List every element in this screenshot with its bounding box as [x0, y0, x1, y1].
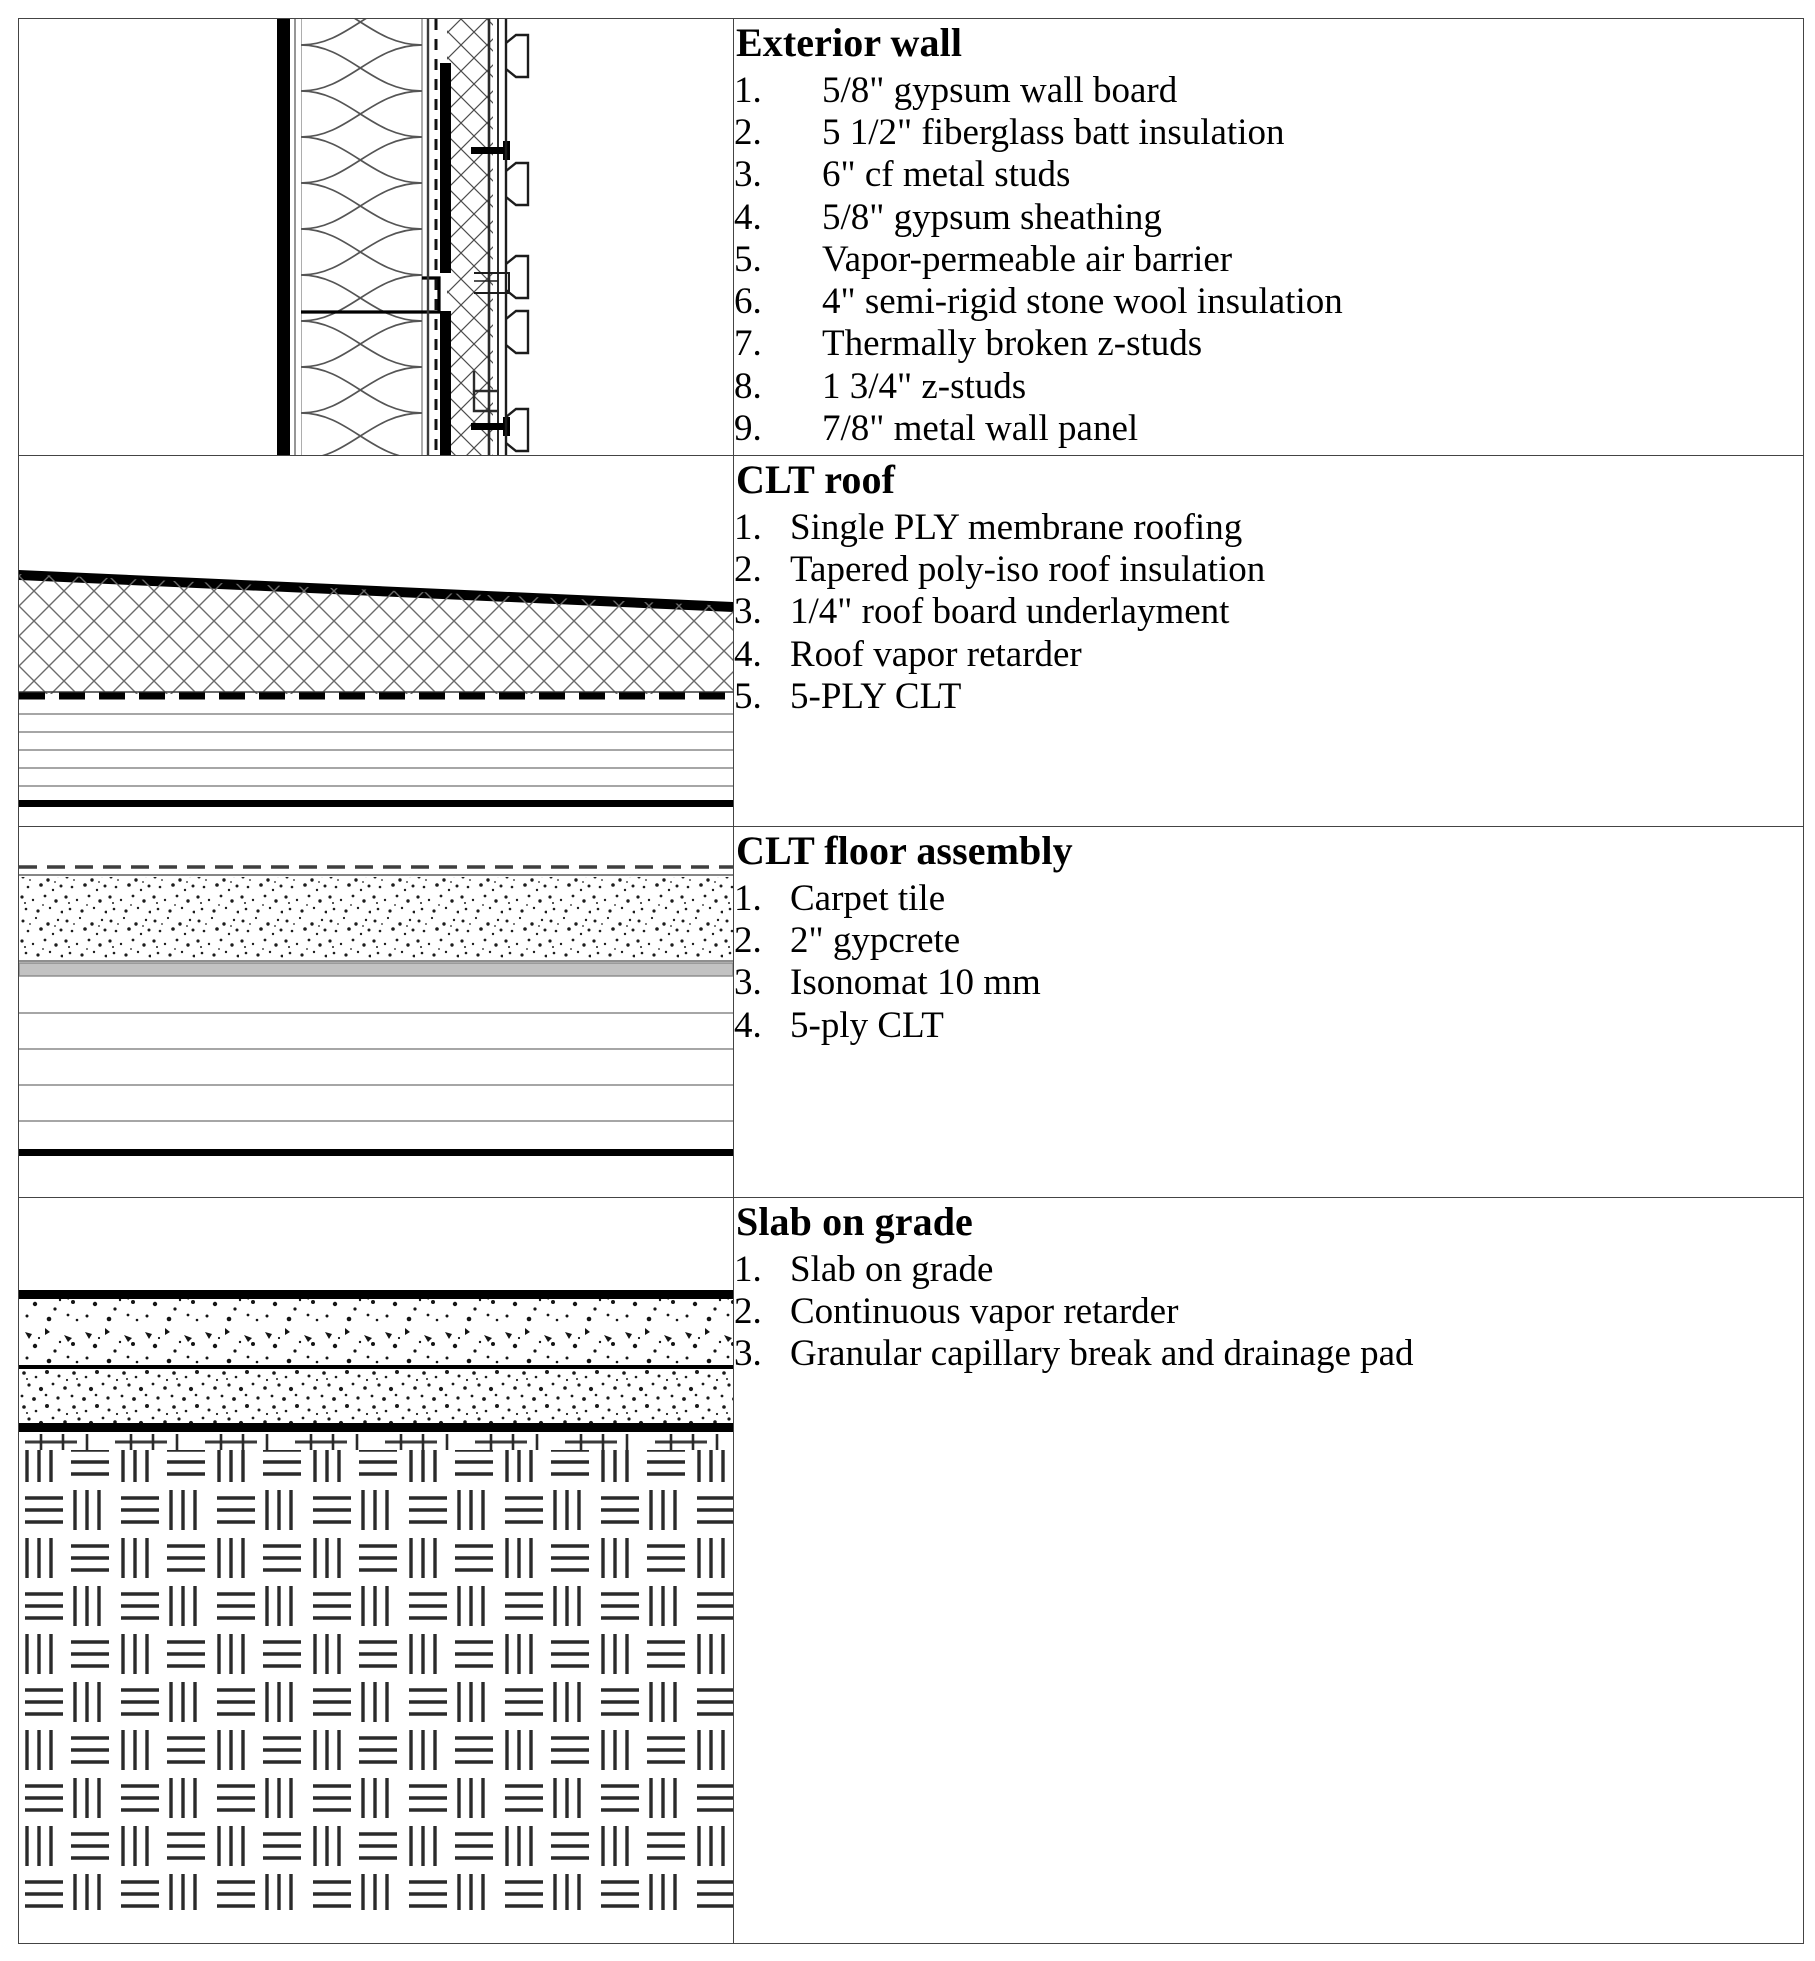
list-item: [734, 1291, 1803, 1332]
list-item: [734, 112, 1803, 153]
item-number: 2.: [734, 549, 762, 591]
list-item: [734, 281, 1803, 322]
list-item: [734, 1249, 1803, 1290]
table-row: [19, 1198, 1804, 1944]
assembly-title: Exterior wall: [736, 20, 963, 65]
layer-tapered-poly-iso-roof-insulation: [19, 566, 733, 698]
layer-clt-underside: [19, 800, 733, 807]
layer-clt-underside: [19, 1149, 733, 1156]
item-text: Roof vapor retarder: [790, 633, 1082, 675]
item-number: 9.: [734, 407, 762, 449]
exterior-wall-text-cell: [734, 19, 1804, 456]
item-text: 1 3/4" z-studs: [822, 365, 1027, 407]
slab-on-grade-section-drawing: [19, 1198, 733, 1943]
table-row: [19, 827, 1804, 1198]
list-item: [734, 962, 1803, 1003]
item-text: 6" cf metal studs: [822, 154, 1071, 196]
item-number: 2.: [734, 1291, 762, 1333]
layer-gypsum-wall-board: [277, 19, 295, 455]
slab-on-grade-drawing-cell: [19, 1198, 734, 1944]
clt-floor-drawing-cell: [19, 827, 734, 1198]
item-number: 4.: [734, 1004, 762, 1046]
table-row: [19, 456, 1804, 827]
list-item: [734, 366, 1803, 407]
item-number: 2.: [734, 920, 762, 962]
item-number: 1.: [734, 69, 762, 111]
item-text: Isonomat 10 mm: [790, 962, 1041, 1004]
assembly-item-list: [734, 1249, 1803, 1375]
layer-thermally-broken-z-studs: [440, 63, 451, 455]
list-item: [734, 1005, 1803, 1046]
clt-floor-text-cell: [734, 827, 1804, 1198]
item-number: 7.: [734, 323, 762, 365]
list-item: [734, 197, 1803, 238]
assembly-title: CLT roof: [736, 457, 896, 502]
item-number: 1.: [734, 1248, 762, 1290]
assembly-table: [18, 18, 1804, 1944]
layer-five-ply-clt: [19, 714, 733, 786]
clt-floor-section-drawing: [19, 827, 733, 1197]
item-text: Granular capillary break and drainage pad: [790, 1333, 1414, 1375]
layer-isonomat: [19, 963, 733, 976]
list-item: [734, 70, 1803, 111]
item-number: 3.: [734, 1333, 762, 1375]
assembly-title: Slab on grade: [736, 1199, 973, 1244]
layer-carpet-tile: [19, 867, 733, 875]
item-text: 7/8" metal wall panel: [822, 407, 1139, 449]
slab-on-grade-text-cell: [734, 1198, 1804, 1944]
list-item: [734, 239, 1803, 280]
item-text: Tapered poly-iso roof insulation: [790, 549, 1266, 591]
item-text: Continuous vapor retarder: [790, 1291, 1179, 1333]
list-item: [734, 154, 1803, 195]
table-row: [19, 19, 1804, 456]
item-text: 5/8" gypsum wall board: [822, 69, 1178, 111]
exterior-wall-drawing-cell: [19, 19, 734, 456]
item-number: 3.: [734, 962, 762, 1004]
item-text: Single PLY membrane roofing: [790, 506, 1243, 548]
item-text: 1/4" roof board underlayment: [790, 591, 1230, 633]
item-text: Vapor-permeable air barrier: [822, 238, 1233, 280]
list-item: [734, 507, 1803, 548]
item-number: 1.: [734, 877, 762, 919]
layer-concrete-slab: [19, 1299, 733, 1365]
item-number: 6.: [734, 281, 762, 323]
item-number: 5.: [734, 675, 762, 717]
clt-roof-text-cell: [734, 456, 1804, 827]
assembly-item-list: [734, 878, 1803, 1046]
clt-roof-drawing-cell: [19, 456, 734, 827]
layer-fiberglass-batt-insulation: [301, 19, 422, 455]
assembly-item-list: [734, 70, 1803, 449]
item-number: 2.: [734, 112, 762, 154]
list-item: [734, 549, 1803, 590]
list-item: [734, 920, 1803, 961]
list-item: [734, 408, 1803, 449]
item-text: 5 1/2" fiberglass batt insulation: [822, 112, 1285, 154]
list-item: [734, 323, 1803, 364]
list-item: [734, 676, 1803, 717]
layer-five-ply-clt: [19, 1013, 733, 1121]
item-number: 4.: [734, 633, 762, 675]
layer-granular-capillary-break: [19, 1369, 733, 1423]
item-text: Thermally broken z-studs: [822, 323, 1203, 365]
item-number: 3.: [734, 591, 762, 633]
list-item: [734, 878, 1803, 919]
layer-granular-base-line: [19, 1423, 733, 1432]
layer-slab-top-face: [19, 1290, 733, 1299]
assembly-item-list: [734, 507, 1803, 717]
item-number: 8.: [734, 365, 762, 407]
layer-continuous-vapor-retarder: [19, 1365, 733, 1369]
item-number: 1.: [734, 506, 762, 548]
layer-compacted-earth: [19, 1434, 733, 1910]
item-text: 2" gypcrete: [790, 920, 961, 962]
assembly-title: CLT floor assembly: [736, 828, 1073, 873]
list-item: [734, 591, 1803, 632]
item-number: 4.: [734, 196, 762, 238]
item-text: 5-ply CLT: [790, 1004, 944, 1046]
layer-semi-rigid-stone-wool-insulation: [447, 19, 493, 455]
list-item: [734, 1333, 1803, 1374]
item-text: Slab on grade: [790, 1248, 994, 1290]
item-text: 5-PLY CLT: [790, 675, 962, 717]
clt-roof-section-drawing: [19, 456, 733, 826]
exterior-wall-section-drawing: [19, 19, 733, 455]
list-item: [734, 634, 1803, 675]
layer-cf-metal-studs: [301, 278, 439, 312]
item-text: 4" semi-rigid stone wool insulation: [822, 281, 1343, 323]
layer-gypcrete: [19, 877, 733, 961]
item-number: 3.: [734, 154, 762, 196]
item-text: 5/8" gypsum sheathing: [822, 196, 1162, 238]
item-number: 5.: [734, 238, 762, 280]
item-text: Carpet tile: [790, 877, 946, 919]
